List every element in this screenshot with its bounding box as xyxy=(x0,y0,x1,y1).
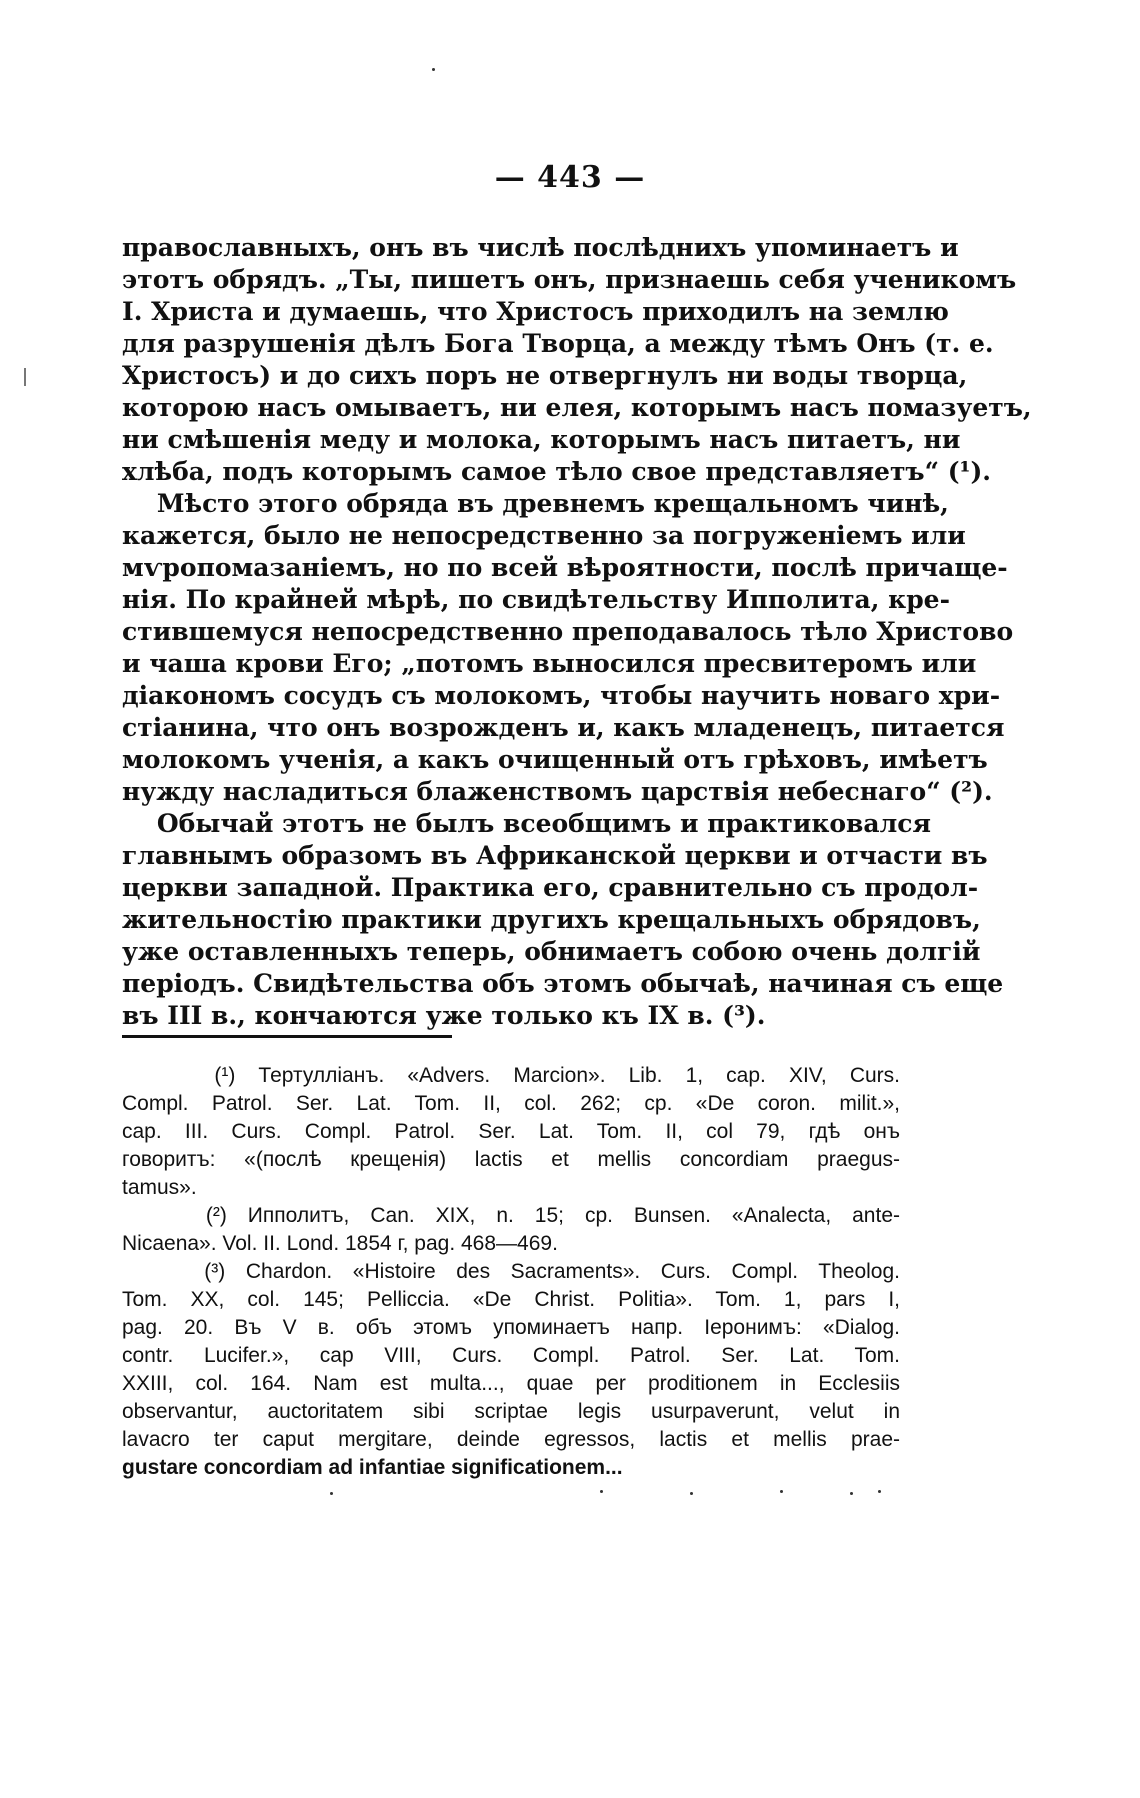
footnote-line: (³) Chardon. «Histoire des Sacraments». Curs. Compl. Theolog. xyxy=(122,1260,900,1283)
footnote-line: tamus». xyxy=(122,1176,197,1199)
footnote-line: gustare concordiam ad infantiae significationem... xyxy=(122,1456,623,1479)
text-line: православныхъ, онъ въ числѣ послѣднихъ упоминаетъ и xyxy=(122,233,959,262)
footnote-line: (²) Ипполитъ, Can. XIX, n. 15; cp. Bunsen. «Analecta, ante- xyxy=(122,1204,900,1227)
text-line: мѵропомазаніемъ, но по всей вѣроятности, послѣ причаще- xyxy=(122,553,1008,582)
footnote-separator xyxy=(122,1035,452,1038)
scan-speck xyxy=(780,1490,783,1493)
footnotes xyxy=(122,1062,900,1482)
text-line: и чаша крови Его; „потомъ выносился пресвитеромъ или xyxy=(122,649,977,678)
footnote-line: Nicaena». Vol. II. Lond. 1854 г, pag. 468—469. xyxy=(122,1232,558,1255)
text-line: главнымъ образомъ въ Африканской церкви и отчасти въ xyxy=(122,841,988,870)
text-line: ни смѣшенія меду и молока, которымъ насъ питаетъ, ни xyxy=(122,425,961,454)
scan-speck xyxy=(690,1492,693,1495)
text-line: для разрушенія дѣлъ Бога Творца, а между тѣмъ Онъ (т. е. xyxy=(122,329,994,358)
text-line: нужду насладиться блаженствомъ царствія небеснаго“ (²). xyxy=(122,777,993,806)
scan-speck xyxy=(330,1492,333,1495)
text-line: уже оставленныхъ теперь, обнимаетъ собою очень долгій xyxy=(122,937,981,966)
scan-speck xyxy=(850,1492,853,1495)
footnote-line: XXIII, col. 164. Nam est multa..., quae per proditionem in Ecclesiis xyxy=(122,1372,900,1395)
footnote-line: Tom. XX, col. 145; Pelliccia. «De Christ. Politia». Tom. 1, pars I, xyxy=(122,1288,900,1311)
text-line: стившемуся непосредственно преподавалось тѣло Христово xyxy=(122,617,1014,646)
text-line: этотъ обрядъ. „Ты, пишетъ онъ, признаешь себя ученикомъ xyxy=(122,265,1017,294)
text-line: періодъ. Свидѣтельства объ этомъ обычаѣ, начиная съ еще xyxy=(122,969,1004,998)
text-line: кажется, было не непосредственно за погруженіемъ или xyxy=(122,521,966,550)
footnote-line: contr. Lucifer.», cap VIII, Curs. Compl. Patrol. Ser. Lat. Tom. xyxy=(122,1344,900,1367)
text-line: церкви западной. Практика его, сравнительно съ продол- xyxy=(122,873,979,902)
text-line: въ III в., кончаются уже только къ IX в. (³). xyxy=(122,1001,766,1030)
footnote-line: говоритъ: «(послѣ крещенія) lactis et mellis concordiam praegus- xyxy=(122,1148,900,1171)
text-line: жительностію практики другихъ крещальныхъ обрядовъ, xyxy=(122,905,981,934)
footnote-line: (¹) Тертулліанъ. «Advers. Marcion». Lib. 1, cap. XIV, Curs. xyxy=(122,1064,900,1087)
footnote-line: observantur, auctoritatem sibi scriptae legis usurpaverunt, velut in xyxy=(122,1400,900,1423)
text-line: Христосъ) и до сихъ поръ не отвергнулъ ни воды творца, xyxy=(122,361,968,390)
text-line: І. Христа и думаешь, что Христосъ приходилъ на землю xyxy=(122,297,949,326)
text-line: молокомъ ученія, а какъ очищенный отъ грѣховъ, имѣетъ xyxy=(122,745,988,774)
text-line: діакономъ сосудъ съ молокомъ, чтобы научить новаго хри- xyxy=(122,681,1001,710)
scan-speck xyxy=(600,1490,603,1493)
footnote-line: cap. III. Curs. Compl. Patrol. Ser. Lat. Tom. II, col 79, гдѣ онъ xyxy=(122,1120,900,1143)
page-number: — 443 — xyxy=(494,160,646,195)
main-text xyxy=(122,232,1032,1032)
scan-speck xyxy=(432,68,435,71)
text-line: нія. По крайней мѣрѣ, по свидѣтельству Ипполита, кре- xyxy=(122,585,950,614)
text-line: которою насъ омываетъ, ни елея, которымъ насъ помазуетъ, xyxy=(122,393,1032,422)
footnote-line: pag. 20. Въ V в. объ этомъ упоминаетъ напр. Іеронимъ: «Dialog. xyxy=(122,1316,900,1339)
text-line: Мѣсто этого обряда въ древнемъ крещальномъ чинѣ, xyxy=(122,489,949,518)
footnote-line: lavacro ter caput mergitare, deinde egressos, lactis et mellis prae- xyxy=(122,1428,900,1451)
scan-speck xyxy=(878,1490,881,1493)
text-line: стіанина, что онъ возрожденъ и, какъ младенецъ, питается xyxy=(122,713,1005,742)
text-line: Обычай этотъ не былъ всеобщимъ и практиковался xyxy=(122,809,931,838)
margin-mark xyxy=(24,368,26,386)
footnote-line: Compl. Patrol. Ser. Lat. Tom. II, col. 262; cp. «De coron. milit.», xyxy=(122,1092,900,1115)
text-line: хлѣба, подъ которымъ самое тѣло свое представляетъ“ (¹). xyxy=(122,457,992,486)
